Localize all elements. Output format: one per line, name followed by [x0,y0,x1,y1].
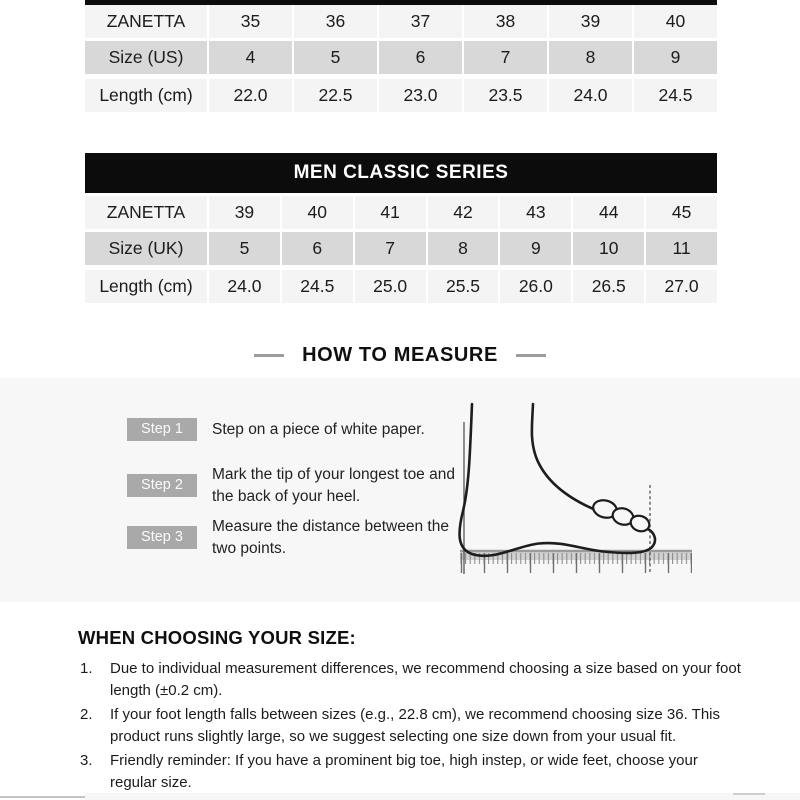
choosing-size-heading: WHEN CHOOSING YOUR SIZE: [78,627,356,648]
measure-section [0,378,800,602]
how-to-measure-heading [0,340,800,370]
table-row-brand [85,196,717,229]
table-cell: 23.5 [464,79,549,112]
table-cell: 7 [464,41,549,74]
choosing-size-notes [80,658,742,796]
note-number: 1. [80,660,93,677]
men-table-header: MEN CLASSIC SERIES [85,153,717,193]
table-cell: 24.5 [658,85,693,105]
table-cell: 23.0 [379,79,464,112]
table-cell: 26.5 [573,270,646,303]
note-text: Due to individual measurement differences, we recommend choosing a size based on your foot length (±0.2 cm). [110,660,741,699]
measure-step-1 [127,418,464,441]
table-cell: 24.5 [282,270,355,303]
table-cell: 24.0 [209,270,282,303]
table-cell: 35 [209,5,294,38]
table-cell: 39 [209,196,282,229]
measure-step-3 [127,516,464,559]
table-cell: 40 [282,196,355,229]
table-cell: 8 [549,41,634,74]
step-1-text: Step on a piece of white paper. [212,420,425,438]
heading-dash-right-icon [516,354,546,357]
how-to-measure-title: HOW TO MEASURE [302,343,498,366]
note-item-2 [80,704,742,748]
table-cell: 6 [282,232,355,265]
foot-outline [460,404,655,556]
foot-toes [591,498,651,534]
table-cell: 22.5 [294,79,379,112]
step-2-text: Mark the tip of your longest toe and the back of your heel. [212,466,455,505]
table-cell: 36 [294,5,379,38]
row-label: Size (UK) [85,232,209,265]
table-row-size-uk [85,232,717,265]
table-cell: 25.5 [428,270,501,303]
table-cell: 26.0 [500,270,573,303]
table-cell: 24.0 [549,79,634,112]
row-label: ZANETTA [85,196,209,229]
men-size-table [85,153,717,303]
bottom-edge-strip [85,793,800,800]
note-text: If your foot length falls between sizes (e.g., 22.8 cm), we recommend choosing size 36. This product runs slightly large, so we suggest selecting one size down from your usual fit. [110,706,721,745]
table-cell: 40 [665,11,686,31]
table-cell: 5 [209,232,282,265]
table-cell: 7 [355,232,428,265]
table-cell: 22.0 [209,79,294,112]
bottom-right-edge-line [733,793,765,795]
table-cell: 37 [379,5,464,38]
table-row-length [85,79,717,112]
note-number: 2. [80,706,93,723]
table-cell: 5 [294,41,379,74]
table-cell: 8 [428,232,501,265]
table-cell: 39 [549,5,634,38]
table-row-size-us [85,41,717,74]
table-cell: 43 [500,196,573,229]
table-row-length [85,270,717,303]
table-cell: 10 [573,232,646,265]
table-cell: 42 [428,196,501,229]
row-label: Length (cm) [85,270,209,303]
table-cell: 27.0 [664,276,699,296]
table-cell: 38 [464,5,549,38]
table-cell: 9 [670,47,681,67]
row-label: ZANETTA [85,5,209,38]
women-size-table [85,0,717,112]
table-cell: 25.0 [355,270,428,303]
table-cell: 6 [379,41,464,74]
note-number: 3. [80,752,93,769]
table-cell: 11 [672,238,691,258]
table-cell: 9 [500,232,573,265]
bottom-left-edge-line [0,796,85,798]
table-row-brand [85,5,717,38]
step-1-badge: Step 1 [127,418,197,441]
table-cell: 45 [671,202,692,222]
table-cell: 41 [355,196,428,229]
row-label: Length (cm) [85,79,209,112]
step-2-badge: Step 2 [127,474,197,497]
measure-step-2 [127,464,464,507]
note-item-3 [80,750,742,794]
step-3-badge: Step 3 [127,526,197,549]
heading-dash-left-icon [254,354,284,357]
step-3-text: Measure the distance between the two points. [212,518,449,557]
table-cell: 44 [573,196,646,229]
table-cell: 4 [209,41,294,74]
row-label: Size (US) [85,41,209,74]
note-text: Friendly reminder: If you have a prominent big toe, high instep, or wide feet, choose your regular size. [110,752,698,791]
note-item-1 [80,658,742,702]
foot-measurement-illustration [450,392,765,587]
